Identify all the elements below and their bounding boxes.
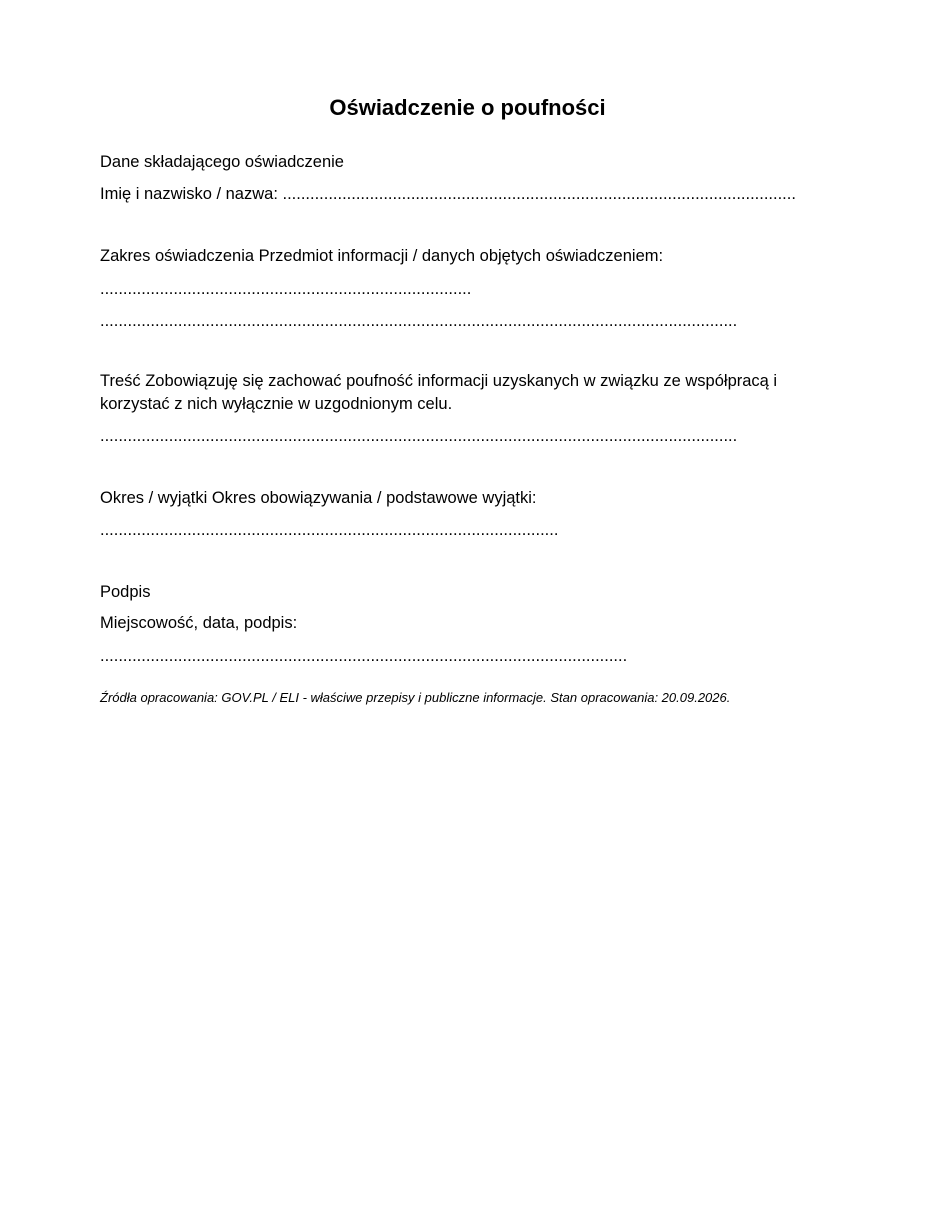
scope-fill-line-1: ................................................................................. bbox=[100, 280, 472, 298]
content-fill-line: ........................................................................................................................................... bbox=[100, 427, 738, 445]
content-section-text: Treść Zobowiązuję się zachować poufność informacji uzyskanych w związku ze współpracą i korzystać z nich wyłącznie w uzgodnionym celu. bbox=[100, 372, 778, 413]
party-section-heading: Dane składającego oświadczenie bbox=[100, 153, 344, 171]
signature-fill-line: ................................................................................................................... bbox=[100, 647, 628, 665]
document-title: Oświadczenie o poufności bbox=[329, 95, 606, 120]
period-section-text: Okres / wyjątki Okres obowiązywania / podstawowe wyjątki: bbox=[100, 489, 537, 507]
name-field-line: Imię i nazwisko / nazwa: ................................................................................................................ bbox=[100, 185, 796, 203]
period-fill-line: .................................................................................................... bbox=[100, 521, 559, 539]
scope-section-text: Zakres oświadczenia Przedmiot informacji / danych objętych oświadczeniem: bbox=[100, 247, 664, 265]
signature-label: Miejscowość, data, podpis: bbox=[100, 614, 298, 632]
scope-fill-line-2: ........................................................................................................................................... bbox=[100, 312, 738, 330]
signature-section-heading: Podpis bbox=[100, 583, 151, 601]
source-note: Źródła opracowania: GOV.PL / ELI - właściwe przepisy i publiczne informacje. Stan opracowania: 20.09.2026. bbox=[100, 690, 731, 705]
